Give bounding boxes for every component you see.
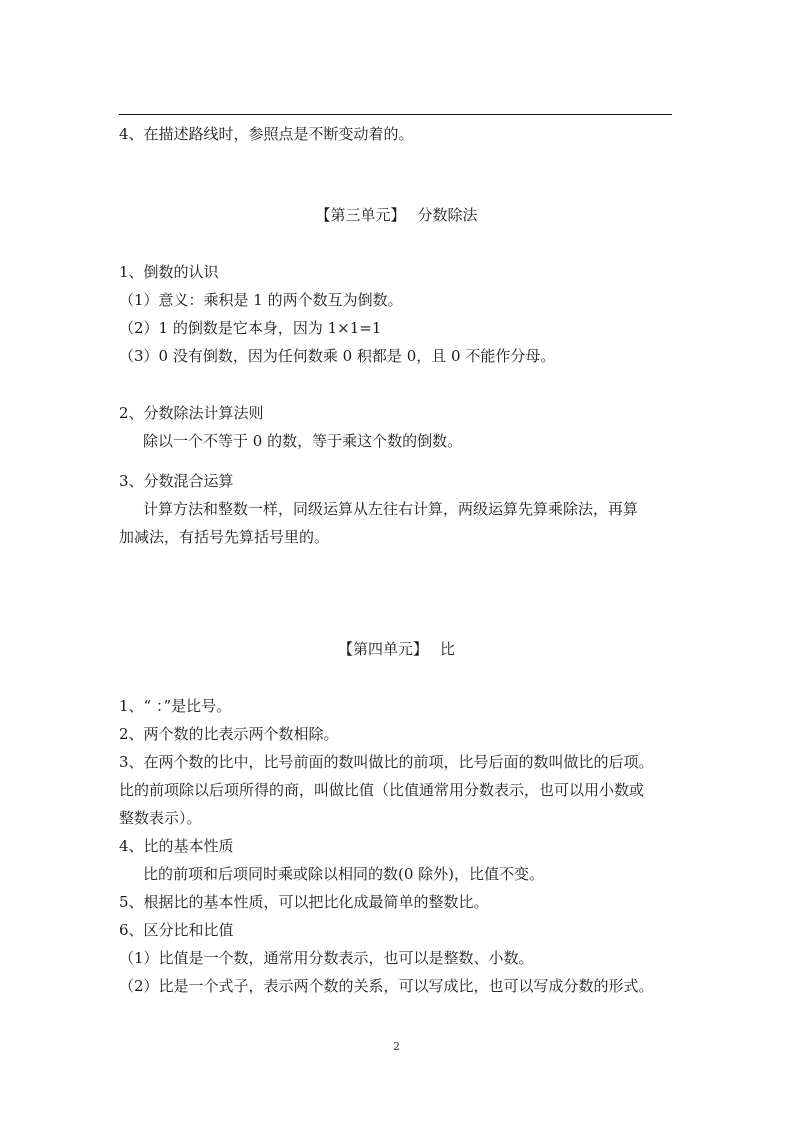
unit-4-item-6-title: 6、区分比和比值 (119, 921, 234, 939)
unit-3-item-3-body-line-1: 计算方法和整数一样，同级运算从左往右计算，两级运算先算乘除法，再算 (143, 500, 639, 518)
unit-3-heading-bracket: 【第三单元】 (315, 206, 406, 224)
unit-3-item-3-body-line-2: 加减法，有括号先算括号里的。 (119, 528, 330, 546)
unit-3-heading (0, 205, 793, 225)
unit-3-item-2-body: 除以一个不等于 0 的数，等于乘这个数的倒数。 (143, 432, 463, 450)
unit-4-item-2: 2、两个数的比表示两个数相除。 (119, 725, 339, 743)
unit-4-item-3-line-3: 整数表示）。 (119, 809, 202, 827)
header-rule (119, 114, 672, 115)
unit-4-item-4-title: 4、比的基本性质 (119, 837, 234, 855)
unit-3-item-3-title: 3、分数混合运算 (119, 472, 234, 490)
page-number: 2 (393, 1040, 400, 1053)
unit-4-item-5: 5、根据比的基本性质，可以把比化成最简单的整数比。 (119, 893, 489, 911)
unit-4-item-3-line-2: 比的前项除以后项所得的商，叫做比值（比值通常用分数表示，也可以用小数或 (119, 781, 645, 799)
unit-4-heading-bracket: 【第四单元】 (337, 640, 428, 658)
previous-unit-item-4: 4、在描述路线时，参照点是不断变动着的。 (119, 125, 414, 143)
unit-3-item-1-title: 1、倒数的认识 (119, 263, 219, 281)
unit-4-heading (0, 639, 793, 659)
unit-3-item-1-sub-3: （3）0 没有倒数，因为任何数乘 0 积都是 0，且 0 不能作分母。 (119, 347, 556, 365)
unit-4-item-4-body: 比的前项和后项同时乘或除以相同的数(0 除外)，比值不变。 (143, 865, 545, 883)
unit-3-item-1-sub-1: （1）意义：乘积是 1 的两个数互为倒数。 (119, 291, 403, 309)
unit-4-item-1: 1、“ ：”是比号。 (119, 697, 232, 715)
unit-4-item-3-line-1: 3、在两个数的比中，比号前面的数叫做比的前项，比号后面的数叫做比的后项。 (119, 753, 654, 771)
unit-4-item-6-sub-2: （2）比是一个式子，表示两个数的关系，可以写成比，也可以写成分数的形式。 (119, 977, 654, 995)
unit-3-item-2-title: 2、分数除法计算法则 (119, 404, 264, 422)
unit-3-item-1-sub-2: （2）1 的倒数是它本身，因为 1×1=1 (119, 319, 382, 337)
unit-4-heading-title: 比 (440, 640, 456, 658)
unit-3-heading-title: 分数除法 (417, 206, 478, 224)
unit-4-item-6-sub-1: （1）比值是一个数，通常用分数表示，也可以是整数、小数。 (119, 949, 534, 967)
